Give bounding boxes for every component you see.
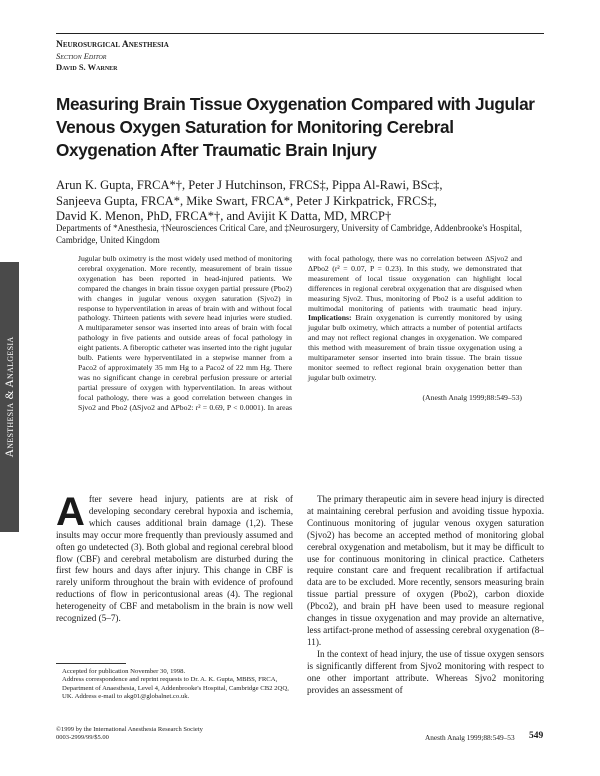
author-line: Arun K. Gupta, FRCA*†, Peter J Hutchinson, FRCS‡, Pippa Al-Rawi, BSc‡, xyxy=(56,178,443,192)
affiliations: Departments of *Anesthesia, †Neurosciences Critical Care, and ‡Neurosurgery, University of Cambridge, Addenbrooke's Hospital, Cambridge, United Kingdom xyxy=(56,223,522,245)
abstract-citation: (Anesth Analg 1999;88:549–53) xyxy=(422,392,522,402)
body-paragraph-text: fter severe head injury, patients are at risk of developing secondary cerebral hypoxia and ischemia, which causes additional brain damage (1,2). These insults may occur more frequently than previously assumed and often go undetected (3). Both global and regional cerebral blood flow (CBF) and cerebral metabolism are disturbed during the first few hours and days after injury. This change in CBF is rarely uniform throughout the brain with evidence of profound reductions of flow in pericontusional areas (4). The regional heterogeneity of CBF and metabolism in the brain is now well recognized (5–7). xyxy=(56,494,293,624)
implications-label: Implications: xyxy=(308,313,352,323)
abstract xyxy=(78,254,522,413)
journal-citation-footer: Anesth Analg 1999;88:549–53 xyxy=(425,733,515,742)
body-column-left xyxy=(56,490,293,625)
footnote-accepted: Accepted for publication November 30, 1998. xyxy=(62,668,186,675)
author-line: David K. Menon, PhD, FRCA*†, and Avijit K Datta, MD, MRCP† xyxy=(56,209,392,223)
author-list xyxy=(56,178,544,225)
copyright-notice xyxy=(56,726,296,741)
section-name: Neurosurgical Anesthesia xyxy=(56,40,169,50)
body-column-right xyxy=(307,494,544,696)
footnote-address: Address correspondence and reprint requests to Dr. A. K. Gupta, MBBS, FRCA, Department of Anaesthesia, Level 4, Addenbrooke's Hospital, Cambridge CB2 2QQ, UK. Address e-mail to akg01@globalnet.co.uk. xyxy=(62,676,289,701)
section-editor-name: David S. Warner xyxy=(56,62,118,72)
header-rule xyxy=(56,33,544,34)
abstract-body xyxy=(78,254,522,413)
article-title: Measuring Brain Tissue Oxygenation Compared with Jugular Venous Oxygen Saturation for Monitoring Cerebral Oxygenation After Traumatic Brain Injury xyxy=(56,94,535,160)
issn-line: 0003-2999/99/$5.00 xyxy=(56,733,109,741)
implications-text: Brain oxygenation is currently monitored by using jugular bulb oximetry, which attracts a number of potential artifacts and may not reflect regional changes in oxygenation. We compared this method with measurement of brain tissue oxygenation using a multiparameter sensor inserted into brain tissue. The brain tissue monitor seemed to reflect regional brain oxygenation better than jugular bulb oximetry. xyxy=(308,313,522,382)
side-tab-label: Anesthesia & Analgesia xyxy=(3,336,16,458)
section-header xyxy=(56,40,169,73)
page-number: 549 xyxy=(529,731,544,741)
drop-cap: A xyxy=(56,490,85,534)
section-editor-title: Section Editor xyxy=(56,51,107,61)
journal-side-tab xyxy=(0,262,19,532)
body-paragraph: In the context of head injury, the use of tissue oxygen sensors is significantly different from Sjvo2 monitoring with respect to one other important attribute. Whereas Sjvo2 monitoring provides an assessment of xyxy=(307,648,544,695)
body-paragraph: The primary therapeutic aim in severe head injury is directed at maintaining cerebral perfusion and avoiding tissue hypoxia. Continuous monitoring of jugular venous oxygen saturation (Sjvo2) has become an accepted method of monitoring global cerebral oxygenation and metabolism, but it may be difficult to use for continuous monitoring in clinical practice. Catheters require constant care and frequent recalibration if artifactual data are to be excluded. More recently, sensors measuring brain tissue partial pressure of oxygen (Pbo2), carbon dioxide (Pbco2), and brain pH have been used to measure regional changes in tissue oxygenation and may provide an alternative, less artifact-prone method of assessing cerebral oxygenation (8–11). xyxy=(307,494,544,647)
footnote xyxy=(56,668,293,702)
body-paragraph xyxy=(56,490,293,625)
abstract-text: Jugular bulb oximetry is the most widely used method of monitoring cerebral oxygenation. More recently, measurement of brain tissue oxygenation has been reported in head-injured patients. We compared the changes in brain tissue oxygen partial pressure (Pbo2) with changes in jugular venous oxygen saturation (Sjvo2) in response to hyperventilation in areas of brain with and without focal pathology. Thirteen patients with severe head injuries were studied. A multiparameter sensor was inserted into areas of brain with focal pathology in five patients and outside areas of focal pathology in eight patients. A fiberoptic catheter was inserted into the right jugular bulb. Patients were hyperventilated in a stepwise manner from a Paco2 of approximately 35 mm Hg to a Paco2 of 22 mm Hg. There was no significant change in cerebral perfusion pressure or arterial partial pressure of oxygen with hyperventilation. In areas without focal pathology, there was a good correlation between changes in Sjvo2 and Pbo2 (ΔSjvo2 and ΔPbo2: r² = 0.69, P < 0.0001). In areas with focal pathology, there was no correlation between ΔSjvo2 and ΔPbo2 (r² = 0.07, P = 0.23). In this study, we demonstrated that measurement of local tissue oxygenation can highlight local differences in regional cerebral oxygenation that are disguised when measuring Sjvo2. Thus, monitoring of Pbo2 is a useful addition to multimodal monitoring of patients with traumatic head injury. xyxy=(78,254,522,412)
footnote-rule xyxy=(56,663,126,664)
author-line: Sanjeeva Gupta, FRCA*, Mike Swart, FRCA*, Peter J Kirkpatrick, FRCS‡, xyxy=(56,193,437,208)
copyright-line: ©1999 by the International Anesthesia Research Society xyxy=(56,726,203,733)
